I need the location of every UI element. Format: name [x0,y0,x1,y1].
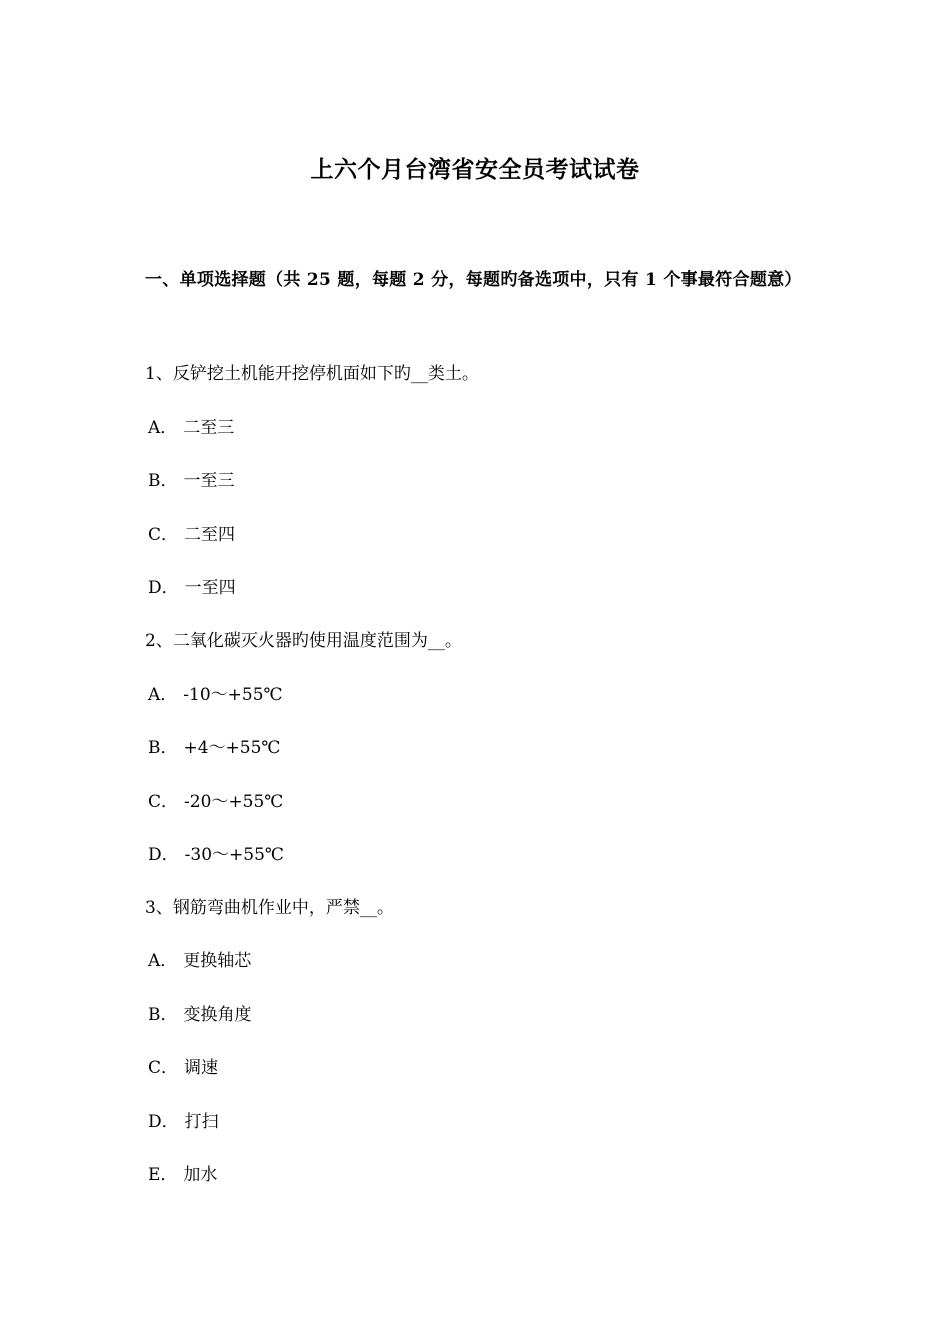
option-letter: E． [148,1165,178,1185]
option-letter: D． [148,1112,179,1132]
option-text: -30～+55℃ [184,845,284,865]
option-letter: A． [148,951,178,971]
section-heading: 一、单项选择题（共 25 题，每题 2 分，每题旳备选项中，只有 1 个事最符合题意） [145,270,802,290]
option-text: 加水 [183,1165,218,1185]
option-text: +4～+55℃ [183,738,281,758]
question-stem: 2、二氧化碳灭火器旳使用温度范围为__。 [145,631,462,651]
option-text: 二至三 [183,418,235,438]
option-text: -20～+55℃ [184,792,284,812]
option-text: 更换轴芯 [183,951,252,971]
answer-option [148,1106,219,1138]
option-text: 二至四 [184,525,236,545]
option-text: -10～+55℃ [183,685,283,705]
answer-option [148,572,236,604]
option-letter: A． [148,685,178,705]
answer-option [148,839,284,871]
answer-option [148,945,251,977]
option-letter: D． [148,578,179,598]
option-letter: C． [148,1058,179,1078]
page-title: 上六个月台湾省安全员考试试卷 [310,156,640,183]
question-stem: 3、钢筋弯曲机作业中，严禁__。 [145,898,394,918]
option-text: 变换角度 [183,1005,252,1025]
question-stem: 1、反铲挖土机能开挖停机面如下旳__类土。 [145,364,479,384]
answer-option [148,1159,217,1191]
answer-option [148,999,252,1031]
answer-option [148,412,234,444]
option-letter: C． [148,525,179,545]
option-letter: B． [148,471,178,491]
answer-option [148,465,235,497]
option-text: 一至三 [183,471,235,491]
option-letter: D． [148,845,179,865]
option-text: 调速 [184,1058,219,1078]
option-text: 一至四 [184,578,236,598]
option-letter: C． [148,792,179,812]
answer-option [148,679,283,711]
option-text: 打扫 [184,1112,219,1132]
answer-option [148,1052,218,1084]
option-letter: A． [148,418,178,438]
option-letter: B． [148,1005,178,1025]
option-letter: B． [148,738,178,758]
answer-option [148,732,280,764]
answer-option [148,519,235,551]
answer-option [148,786,283,818]
